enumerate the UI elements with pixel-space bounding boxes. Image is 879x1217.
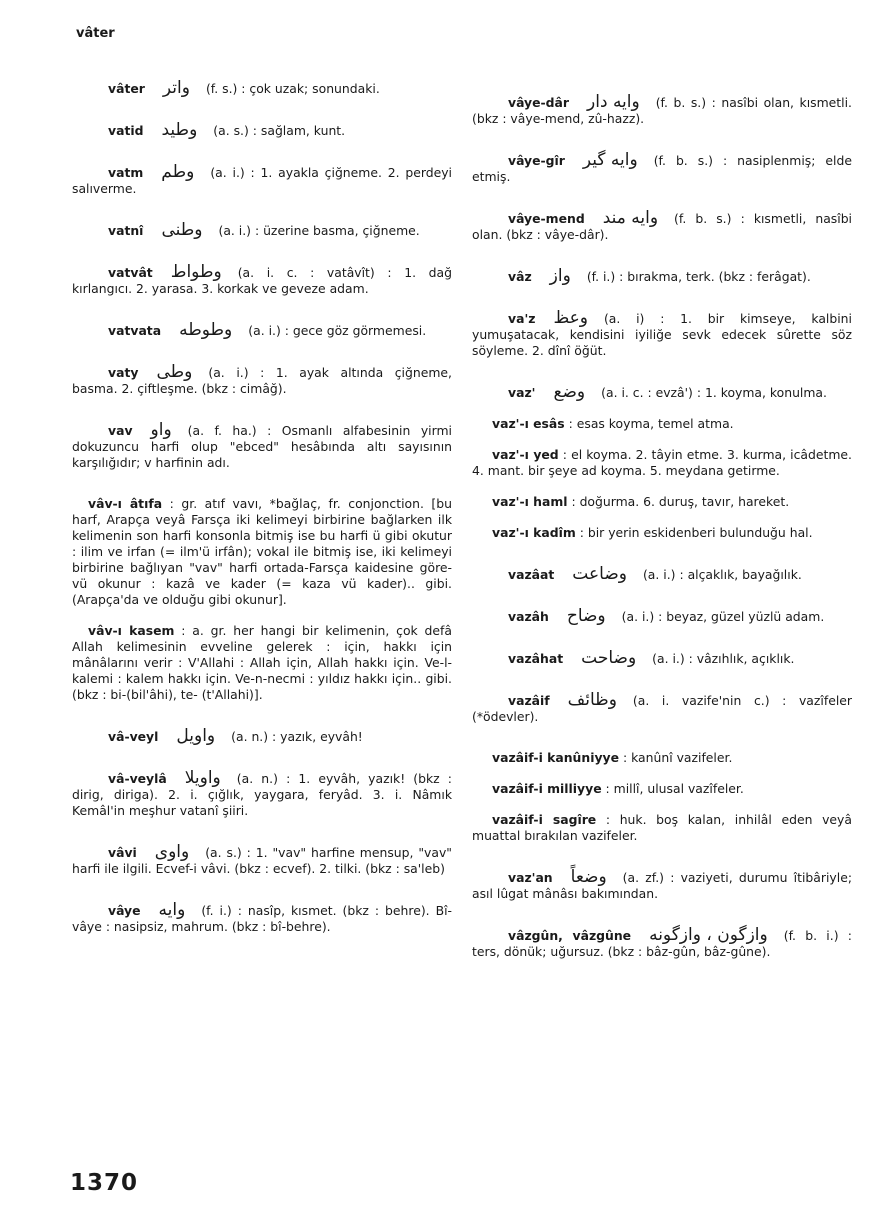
- arabic-script: وطوطه: [179, 320, 233, 340]
- dictionary-entry: [72, 264, 452, 297]
- headword: vaty: [108, 365, 139, 380]
- arabic-script: وطنى: [161, 220, 203, 240]
- headword: vâye: [108, 903, 141, 918]
- dictionary-entry: [72, 322, 452, 339]
- dictionary-entry: [472, 525, 852, 541]
- dictionary-entry: [72, 364, 452, 397]
- dictionary-entry: [472, 310, 852, 359]
- definition: : ters, dönük; uğursuz. (bkz : bâz-gûn, bâz-gûne).: [472, 928, 852, 959]
- arabic-script: وايه دار: [587, 92, 640, 112]
- definition: : vâzıhlık, açıklık.: [688, 651, 795, 666]
- dictionary-entry: [472, 812, 852, 844]
- headword: vazâhat: [508, 651, 564, 666]
- dictionary-entry: [72, 80, 452, 97]
- grammar-tag: (a. f. ha.): [187, 423, 257, 438]
- grammar-tag: (f. b. i.): [783, 928, 839, 943]
- arabic-script: وظائف: [567, 690, 617, 710]
- grammar-tag: (f. i.): [201, 903, 232, 918]
- dictionary-entry: [72, 728, 452, 745]
- grammar-tag: (a. i.): [642, 567, 676, 582]
- left-column: [72, 80, 452, 960]
- definition: : beyaz, güzel yüzlü adam.: [658, 609, 825, 624]
- headword: vazâif-i kanûniyye: [492, 750, 620, 765]
- grammar-tag: (a. s.): [205, 845, 242, 860]
- headword: vaz': [508, 385, 536, 400]
- grammar-tag: (a. i.): [208, 365, 249, 380]
- dictionary-entry: [72, 164, 452, 197]
- headword: vazâh: [508, 609, 549, 624]
- headword: vâz: [508, 269, 532, 284]
- headword: vâv-ı kasem: [88, 623, 175, 638]
- dictionary-entry: [472, 650, 852, 667]
- headword: vaz'an: [508, 870, 553, 885]
- arabic-script: وايه: [158, 900, 186, 920]
- dictionary-entry: [472, 416, 852, 432]
- dictionary-entry: [472, 447, 852, 479]
- grammar-tag: (f. b. s.): [655, 95, 707, 110]
- definition: : 1. dağ kırlangıcı. 2. yarasa. 3. korkak ve geveze adam.: [72, 265, 452, 296]
- dictionary-entry: [472, 750, 852, 766]
- right-column: [472, 94, 852, 985]
- definition: : gr. atıf vavı, *bağlaç, fr. conjonction. [bu harf, Arapça veyâ Farsça iki kelimeyi birbirine bağlarken ilk kelimenin son harfi konsonla bitmiş ise bu harfi ü gibi okutur : ilim ve irfan (= ilm'ü irfân); vokal ile bitmiş ise, iki kelimeyi birbirine bağlıyan "vav" harfi ortada-Farsça kaidesine göre-vü okunur : kazâ ve kader (= kaza vü kader).. gibi. (Arapça'da ve olduğu gibi okunur].: [72, 496, 452, 607]
- dictionary-entry: [472, 608, 852, 625]
- headword: va'z: [508, 311, 536, 326]
- dictionary-entry: [472, 152, 852, 185]
- definition: : vazîfeler (*ödevler).: [472, 693, 852, 724]
- headword: vâzgûn, vâzgûne: [508, 928, 632, 943]
- grammar-tag: (a. i.): [652, 651, 685, 666]
- definition: : 1. "vav" harfine mensup, "vav" harfi ile ilgili. Ecvef-i vâvi. (bkz : ecvef). 2. tilki. (bkz : sa'leb): [72, 845, 452, 876]
- dictionary-entry: [72, 122, 452, 139]
- arabic-script: واز: [549, 266, 571, 286]
- definition: : millî, ulusal vazîfeler.: [605, 781, 744, 796]
- grammar-tag: (a. s.): [213, 123, 249, 138]
- dictionary-entry: [472, 210, 852, 243]
- arabic-script: وضعاً: [570, 867, 607, 887]
- arabic-script: واويل: [176, 726, 216, 746]
- arabic-script: واوى: [154, 842, 190, 862]
- arabic-script: وايه گير: [582, 150, 638, 170]
- definition: : vaziyeti, durumu îtibâriyle; asıl lûgat mânâsı bakımından.: [472, 870, 852, 901]
- grammar-tag: (a. i.): [621, 609, 655, 624]
- definition: : huk. boş kalan, inhilâl eden veyâ muattal bırakılan vazifeler.: [472, 812, 852, 843]
- definition: : doğurma. 6. duruş, tavır, hareket.: [571, 494, 790, 509]
- dictionary-entry: [72, 844, 452, 877]
- dictionary-entry: [472, 781, 852, 797]
- grammar-tag: (a. n.): [236, 771, 278, 786]
- definition: : nasîbi olan, kısmetli. (bkz : vâye-mend, zû-hazz).: [472, 95, 852, 126]
- definition: : a. gr. her hangi bir kelimenin, çok defâ Allah kelimesinin evveline gelerek : için, hakkı için mânâlarını verir : V'Allahi : Allah için, Allah hakkı için. Ve-l-kalemi : kalem hakkı için. Ve-n-necmi : yıldız hakkı için.. gibi. (bkz : bi-(bil'âhi), te- (t'Allahi)].: [72, 623, 452, 702]
- dictionary-entry: [72, 770, 452, 819]
- arabic-script: واو: [150, 420, 172, 440]
- definition: : Osmanlı alfabesinin yirmi dokuzuncu harfi olup "ebced" hesâbında altı sayısının karşılığıdır; v harfinin adı.: [72, 423, 452, 470]
- dictionary-entry: [72, 422, 452, 471]
- arabic-script: وطى: [156, 362, 193, 382]
- dictionary-entry: [72, 623, 452, 703]
- dictionary-entry: [72, 902, 452, 935]
- grammar-tag: (a. i.): [218, 223, 252, 238]
- dictionary-entry: [472, 384, 852, 401]
- dictionary-entry: [472, 869, 852, 902]
- definition: : alçaklık, bayağılık.: [679, 567, 802, 582]
- definition: : sağlam, kunt.: [252, 123, 346, 138]
- arabic-script: وعظ: [553, 308, 588, 328]
- arabic-script: وضاح: [566, 606, 606, 626]
- dictionary-entry: [72, 496, 452, 608]
- arabic-script: وازگون ، وازگونه: [649, 925, 768, 945]
- grammar-tag: (f. b. s.): [653, 153, 713, 168]
- headword: vaz'-ı esâs: [492, 416, 565, 431]
- definition: : kısmetli, nasîbi olan. (bkz : vâye-dâr).: [472, 211, 852, 242]
- headword: vav: [108, 423, 133, 438]
- grammar-tag: (a. zf.): [622, 870, 664, 885]
- definition: : 1. koyma, konulma.: [696, 385, 827, 400]
- definition: : bırakma, terk. (bkz : ferâgat).: [619, 269, 811, 284]
- definition: : 1. eyvâh, yazık! (bkz : dirig, diriga). 2. i. çığlık, yaygara, feryâd. 3. i. Nâmık Kemâl'in meşhur vatanî şiiri.: [72, 771, 452, 818]
- arabic-script: وضاعت: [572, 564, 627, 584]
- definition: : çok uzak; sonundaki.: [241, 81, 380, 96]
- headword: vatid: [108, 123, 144, 138]
- definition: : yazık, eyvâh!: [272, 729, 363, 744]
- headword: vâye-gîr: [508, 153, 565, 168]
- headword: vâ-veyl: [108, 729, 159, 744]
- grammar-tag: (a. i): [603, 311, 645, 326]
- grammar-tag: (a. i. c. : evzâ'): [601, 385, 693, 400]
- headword: vaz'-ı haml: [492, 494, 568, 509]
- dictionary-entry: [472, 94, 852, 127]
- headword: vatvât: [108, 265, 153, 280]
- grammar-tag: (a. i. vazife'nin c.): [632, 693, 770, 708]
- headword: vâter: [108, 81, 145, 96]
- arabic-script: واويلا: [184, 768, 221, 788]
- arabic-script: وضاحت: [581, 648, 637, 668]
- headword: vaz'-ı kadîm: [492, 525, 576, 540]
- headword: vatvata: [108, 323, 162, 338]
- grammar-tag: (f. s.): [205, 81, 238, 96]
- arabic-script: واتر: [162, 78, 190, 98]
- definition: : gece göz görmemesi.: [284, 323, 427, 338]
- grammar-tag: (a. i.): [210, 165, 245, 180]
- definition: : 1. ayak altında çiğneme, basma. 2. çiftleşme. (bkz : cimâğ).: [72, 365, 452, 396]
- definition: : üzerine basma, çiğneme.: [254, 223, 420, 238]
- headword: vaz'-ı yed: [492, 447, 559, 462]
- headword: vazâat: [508, 567, 555, 582]
- dictionary-entry: [472, 494, 852, 510]
- definition: : nasîp, kısmet. (bkz : behre). Bî-vâye : nasipsiz, mahrum. (bkz : bî-behre).: [72, 903, 452, 934]
- running-header: vâter: [76, 26, 115, 41]
- headword: vazâif-i milliyye: [492, 781, 602, 796]
- grammar-tag: (f. i.): [586, 269, 616, 284]
- arabic-script: وضع: [553, 382, 586, 402]
- page-number: 1370: [70, 1170, 139, 1196]
- definition: : esas koyma, temel atma.: [568, 416, 734, 431]
- dictionary-entry: [472, 692, 852, 725]
- dictionary-entry: [472, 268, 852, 285]
- headword: vatm: [108, 165, 144, 180]
- dictionary-entry: [72, 222, 452, 239]
- headword: vâvi: [108, 845, 137, 860]
- grammar-tag: (a. i. c. : vatâvît): [237, 265, 375, 280]
- grammar-tag: (f. b. s.): [674, 211, 732, 226]
- headword: vâ-veylâ: [108, 771, 167, 786]
- grammar-tag: (a. n.): [231, 729, 269, 744]
- arabic-script: وطواط: [170, 262, 222, 282]
- dictionary-entry: [472, 566, 852, 583]
- definition: : bir yerin eskidenberi bulunduğu hal.: [579, 525, 813, 540]
- definition: : el koyma. 2. tâyin etme. 3. kurma, icâdetme. 4. mant. bir şeye ad koyma. 5. meydana getirme.: [472, 447, 852, 478]
- arabic-script: وطيد: [161, 120, 198, 140]
- headword: vâye-mend: [508, 211, 585, 226]
- arabic-script: وطم: [161, 162, 195, 182]
- headword: vatnî: [108, 223, 144, 238]
- headword: vâv-ı âtıfa: [88, 496, 163, 511]
- grammar-tag: (a. i.): [248, 323, 281, 338]
- definition: : 1. ayakla çiğneme. 2. perdeyi salıverme.: [72, 165, 452, 196]
- headword: vazâif-i sagîre: [492, 812, 597, 827]
- headword: vazâif: [508, 693, 550, 708]
- dictionary-entry: [472, 927, 852, 960]
- headword: vâye-dâr: [508, 95, 570, 110]
- definition: : kanûnî vazifeler.: [622, 750, 733, 765]
- arabic-script: وايه مند: [602, 208, 659, 228]
- definition: : 1. bir kimseye, kalbini yumuşatacak, kendisini iyiliğe sevk edecek sûrette söz söyleme. 2. dînî öğüt.: [472, 311, 852, 358]
- definition: : nasiplenmiş; elde etmiş.: [472, 153, 852, 184]
